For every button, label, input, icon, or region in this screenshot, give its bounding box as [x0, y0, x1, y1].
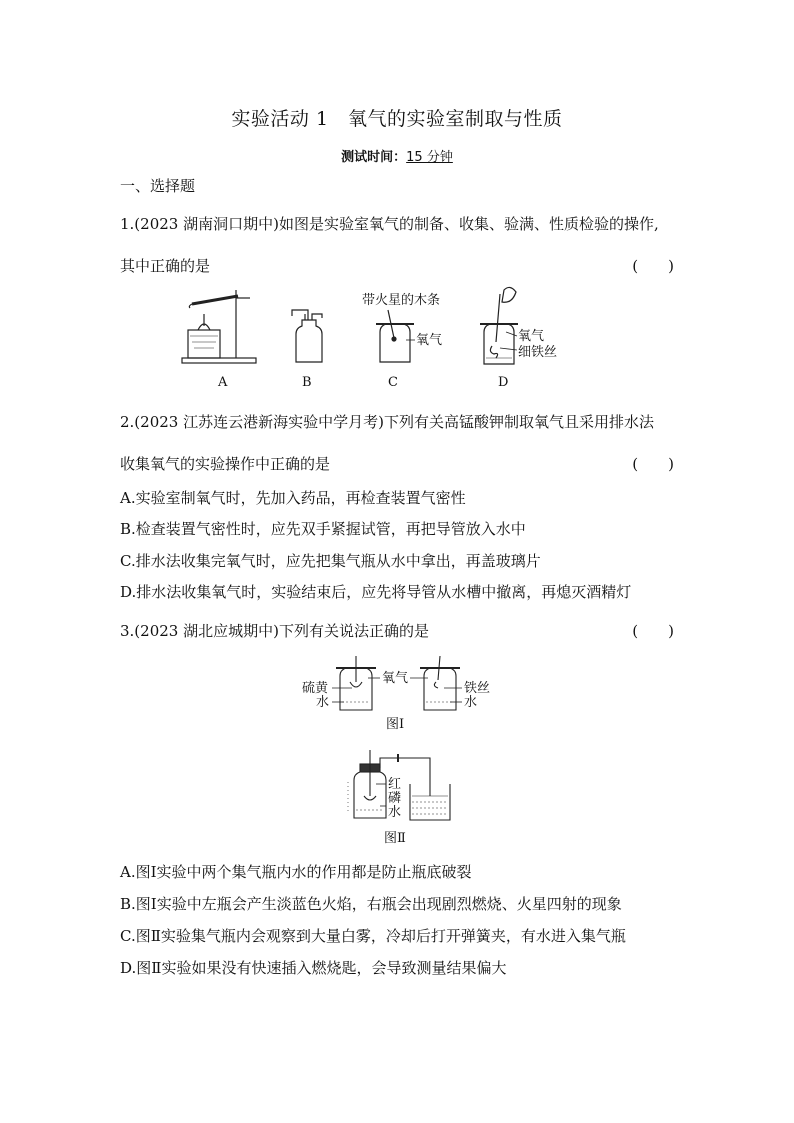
label-red-phosphorus-1: 红: [388, 777, 402, 792]
label-water-left: 水: [316, 695, 330, 710]
label-c-oxygen: 氧气: [416, 333, 443, 348]
q2-stem-line2: 收集氧气的实验操作中正确的是: [120, 455, 331, 473]
section-heading: 一、选择题: [120, 177, 196, 195]
apparatus-b: [292, 310, 322, 362]
q2-option-d: D.排水法收集氧气时，实验结束后，应先将导管从水槽中撤离，再熄灭酒精灯: [120, 583, 632, 601]
apparatus-c: [376, 310, 414, 362]
q2-answer-blank: ( ): [632, 455, 674, 473]
q1-stem-line2: 其中正确的是: [120, 257, 211, 275]
label-sulfur: 硫黄: [302, 681, 329, 696]
q3-answer-blank: ( ): [632, 622, 674, 640]
q3-option-a: A.图Ⅰ实验中两个集气瓶内水的作用都是防止瓶底破裂: [120, 863, 472, 881]
label-d-iron-wire: 细铁丝: [518, 345, 558, 360]
q1-stem-line1: 1.(2023 湖南洞口期中)如图是实验室氧气的制备、收集、验满、性质检验的操作,: [120, 215, 659, 233]
label-a: A: [218, 375, 228, 390]
label-water: 水: [388, 805, 402, 820]
figure-1-caption: 图Ⅰ: [386, 717, 405, 732]
label-d-oxygen: 氧气: [518, 329, 545, 344]
apparatus-d: [480, 287, 518, 364]
q3-option-d: D.图Ⅱ实验如果没有快速插入燃烧匙，会导致测量结果偏大: [120, 959, 507, 977]
label-oxygen: 氧气: [382, 671, 409, 686]
label-iron-wire: 铁丝: [464, 681, 491, 696]
test-time-value: 15 分钟: [406, 150, 453, 165]
figure-2-caption: 图Ⅱ: [384, 831, 406, 846]
apparatus-a: [182, 290, 256, 363]
label-red-phosphorus-2: 磷: [388, 791, 402, 806]
q1-figure: [170, 284, 570, 392]
q2-option-b: B.检查装置气密性时，应先双手紧握试管，再把导管放入水中: [120, 520, 526, 538]
q3-option-b: B.图Ⅰ实验中左瓶会产生淡蓝色火焰，右瓶会出现剧烈燃烧、火星四射的现象: [120, 895, 622, 913]
q3-figure-2: [340, 744, 470, 848]
label-water-right: 水: [464, 695, 478, 710]
q2-stem-line1: 2.(2023 江苏连云港新海实验中学月考)下列有关高锰酸钾制取氧气且采用排水法: [120, 413, 654, 431]
test-time: [0, 146, 794, 165]
page-title: 实验活动 1 氧气的实验室制取与性质: [231, 108, 563, 130]
label-glowing-stick: 带火星的木条: [362, 293, 441, 308]
q3-option-c: C.图Ⅱ实验集气瓶内会观察到大量白雾，冷却后打开弹簧夹，有水进入集气瓶: [120, 927, 626, 945]
label-b: B: [302, 375, 312, 390]
label-c: C: [388, 375, 398, 390]
q1-answer-blank: ( ): [632, 257, 674, 275]
q2-option-c: C.排水法收集完氧气时，应先把集气瓶从水中拿出，再盖玻璃片: [120, 552, 541, 570]
q2-option-a: A.实验室制氧气时，先加入药品，再检查装置气密性: [120, 489, 466, 507]
test-time-label: 测试时间：: [341, 150, 407, 165]
label-d: D: [498, 375, 509, 390]
q3-stem-line1: 3.(2023 湖北应城期中)下列有关说法正确的是: [120, 622, 429, 640]
q3-figure-1: [300, 652, 500, 736]
